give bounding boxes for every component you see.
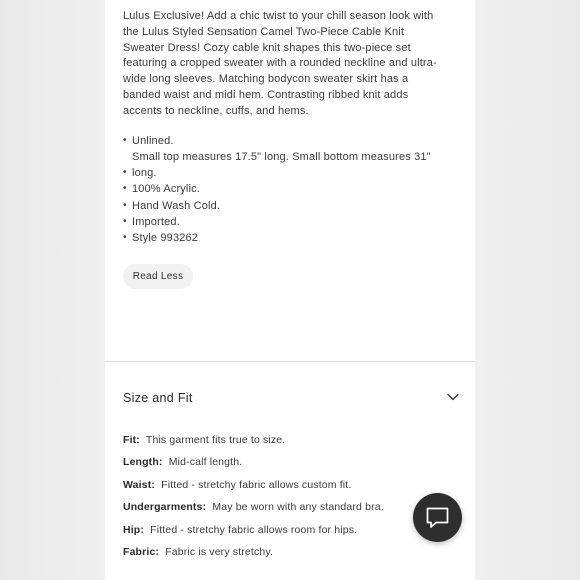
bullet-icon: • xyxy=(123,232,127,244)
hip-label: Hip: xyxy=(123,523,145,536)
section-title: Size and Fit xyxy=(123,391,193,405)
undergarments-label: Undergarments: xyxy=(123,501,207,514)
fit-value: This garment fits true to size. xyxy=(145,434,286,446)
fabric-label: Fabric: xyxy=(123,545,160,558)
chat-button[interactable] xyxy=(413,493,462,542)
undergarments-row xyxy=(123,500,463,522)
product-description: Lulus Exclusive! Add a chic twist to your chill season look with the Lulus Styled Sensation Camel Two-Piece Cable Knit Sweater Dress! Cozy cable knit shapes this two-piece set featuring a cropped sweater with a rounded neckline and ultra-wide long sleeves. Matching bodycon sweater skirt has a banded waist and midi hem. Contrasting ribbed knit adds accents to neckline, cuffs, and hems. xyxy=(123,10,437,117)
bullet-icon: • xyxy=(123,199,127,211)
length-row xyxy=(123,455,463,477)
chat-bubble-icon xyxy=(425,506,450,530)
size-fit-details xyxy=(123,433,463,567)
list-item: • 100% Acrylic. xyxy=(123,183,200,196)
undergarments-value: May be worn with any standard bra. xyxy=(212,501,384,514)
chevron-down-icon[interactable] xyxy=(446,392,460,402)
product-details-card xyxy=(105,0,475,580)
bullet-icon: • xyxy=(123,215,127,227)
waist-row xyxy=(123,478,463,500)
list-item: • Small top measures 17.5" long. Small bottom measures 31" long. xyxy=(123,151,431,180)
waist-label: Waist: xyxy=(123,478,156,491)
hip-row xyxy=(123,523,463,545)
fit-label: Fit: xyxy=(123,434,140,446)
size-and-fit-accordion-header[interactable] xyxy=(105,378,475,418)
bullet-icon: • xyxy=(123,183,127,195)
list-item: • Style 993262 xyxy=(123,232,199,245)
bullet-icon: • xyxy=(123,167,127,179)
product-details-list xyxy=(123,134,453,248)
list-item: • Unlined. xyxy=(123,135,174,147)
fit-row xyxy=(123,433,463,455)
list-item: • Imported. xyxy=(123,215,180,228)
list-item: • Hand Wash Cold. xyxy=(123,199,221,212)
fabric-value: Fabric is very stretchy. xyxy=(165,545,274,558)
read-less-button[interactable]: Read Less xyxy=(123,264,193,289)
length-label: Length: xyxy=(123,456,163,469)
bullet-icon: • xyxy=(123,135,127,146)
section-divider xyxy=(105,361,475,362)
waist-value: Fitted - stretchy fabric allows custom fit. xyxy=(161,478,352,491)
fabric-row xyxy=(123,545,463,567)
length-value: Mid-calf length. xyxy=(168,456,243,469)
hip-value: Fitted - stretchy fabric allows room for hips. xyxy=(150,523,358,536)
